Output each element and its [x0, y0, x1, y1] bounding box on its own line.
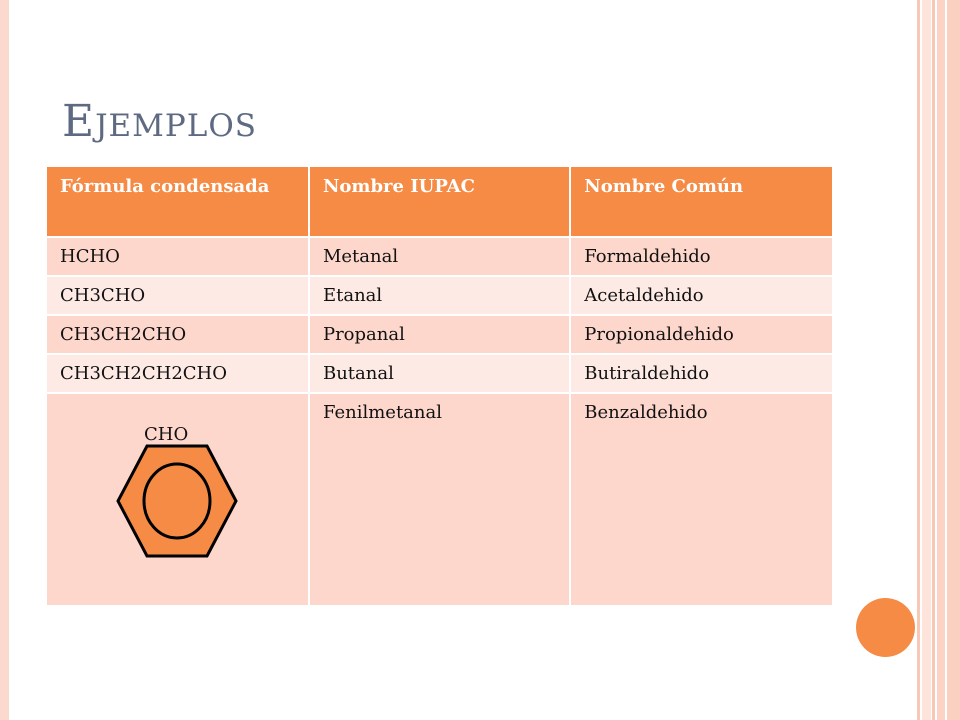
table-row — [47, 238, 832, 277]
common-name-cell: Butiraldehido — [571, 355, 832, 394]
iupac-cell: Butanal — [310, 355, 571, 394]
common-name-cell: Formaldehido — [571, 238, 832, 277]
right-border-stripe — [922, 0, 931, 720]
header-iupac-name: Nombre IUPAC — [310, 167, 571, 238]
table-row — [47, 355, 832, 394]
right-border-stripe — [932, 0, 935, 720]
right-border-stripe — [947, 0, 960, 720]
header-common-name: Nombre Común — [571, 167, 832, 238]
iupac-cell: Etanal — [310, 277, 571, 316]
iupac-cell: Fenilmetanal — [310, 394, 571, 607]
table-row — [47, 277, 832, 316]
iupac-cell: Propanal — [310, 316, 571, 355]
table-row — [47, 394, 832, 607]
formula-cell: CH3CH2CH2CHO — [47, 355, 310, 394]
slide-title: Ejemplos — [62, 96, 258, 147]
formula-cell: CH3CHO — [47, 277, 310, 316]
table-header-row — [47, 167, 832, 238]
common-name-cell: Acetaldehido — [571, 277, 832, 316]
formula-cell: HCHO — [47, 238, 310, 277]
header-formula: Fórmula condensada — [47, 167, 310, 238]
benzaldehyde-structure-cell — [47, 394, 310, 607]
right-border-stripe — [937, 0, 945, 720]
decorative-circle — [856, 598, 915, 657]
cho-group-label: CHO — [144, 424, 189, 445]
benzene-ring-icon — [115, 444, 239, 558]
right-border-stripe — [917, 0, 920, 720]
common-name-cell: Benzaldehido — [571, 394, 832, 607]
table-row — [47, 316, 832, 355]
iupac-cell: Metanal — [310, 238, 571, 277]
formula-cell: CH3CH2CHO — [47, 316, 310, 355]
common-name-cell: Propionaldehido — [571, 316, 832, 355]
aldehyde-examples-table — [47, 167, 832, 607]
left-border-decoration — [0, 0, 9, 720]
